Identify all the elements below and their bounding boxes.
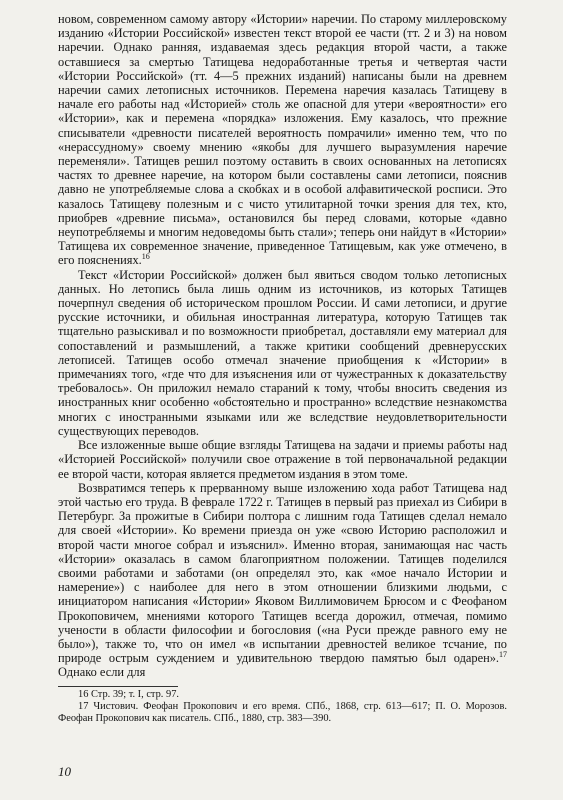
footnote-16: 16 Стр. 39; т. I, стр. 97. xyxy=(78,688,179,700)
paragraph-4-text: Возвратимся теперь к прерванному выше изложению хода работ Татищева над этой частью его труда. В феврале 1722 г. Татищев в первый раз приехал из Сибири в Петербург. За прожитые в Сибири полтора с лишним года Татищев сделал немало для своей «Истории». Ко времени приезда он уже «свою Историю расположил и второй части многое собрал и изъяснил». Именно вторая, занимающая нас часть «Истории» оказалась в самом благоприятном положении. Татищев поделился своими работами и заботами (он определял это, как «мое начало Истории и намерение») с наиболее для него в этом отношении близкими людьми, с инициатором написания «Истории» Яковом Виллимовичем Брюсом и с Феофаном Прокоповичем, мнениями которого Татищев всегда дорожил, отмечая, помимо учености в области философии и богословия («на Руси прежде равного ему не было»), также то, что он имел «в испытании древностей великое тсчание, по природе острым суждением и удивительною твердою памятью был одарен». xyxy=(58,480,507,666)
paragraph-4-tail: Однако если для xyxy=(58,665,146,680)
paragraph-3-text: Все изложенные выше общие взгляды Татищева на задачи и приемы работы над «Историей Российской» получили свое отражение в той первоначальной редакции ее второй части, которая является предметом издания в этом томе. xyxy=(58,438,507,481)
main-text xyxy=(58,12,507,680)
paragraph-1-text: новом, современном самому автору «Истории» наречии. По старому миллеровскому изданию «Истории Российской» известен текст второй ее части (тт. 2 и 3) на новом наречии. Однако ранняя, издаваемая здесь редакция второй части, а также оставшиеся за смертью Татищева недоработанные третья и четвертая части «Истории Российской» (тт. 4—5 прежних изданий) написаны были на древнем наречии самих летописных источников. Перемена наречия казалась Татищеву в начале его работы над «Историей» столь же опасной для утери «вероятности» его «Истории», как и перемена «порядка» изложения. Ему казалось, что прежние списыватели «древности писателей вероятность помрачили» именно тем, что по «нерассудному» своему мнению «якобы для лучшего выразумления наречие переменяли». Татищев решил поэтому оставить в своих основанных на летописях частях то древнее наречие, на котором были составлены сами летописи, пояснив давно не употребляемые слова а скобках и в особой алфавитической росписи. Это казалось Татищеву полезным и с чисто утилитарной точки зрения для тех, кто, приобрев «древние письма», остановился бы перед словами, которые «давно неупотребляемы и многим недоведомы быть стали»; теперь они найдут в «Истории» Татищева их современное значение, приведенное Татищевым, как уже отмечено, в его пояснениях. xyxy=(58,12,507,268)
paragraph-2-text: Текст «Истории Российской» должен был явиться сводом только летописных данных. Но летопись была лишь одним из источников, из которых Татищев почерпнул сведения об историческом прошлом России. И сами летописи, и другие русские источники, и обильная иностранная литература, которую Татищев так тщательно разыскивал и по возможности приобретал, доставляли ему материал для сопоставлений и размышлений, а также критики сообщений древнерусских летописей. Татищев особо отмечал значение приобщения к «Истории» в примечаниях того, «где что для изъяснения или от чужестранных к доказательству требовалось». Он приложил немало стараний к тому, чтобы вносить сведения из иностранных книг особенно «обстоятельно и пространно» вследствие незнакомства многих с иностранными языками или же вследствие неудовлетворительности существующих переводов. xyxy=(58,267,507,438)
footnote-ref-17[interactable]: 17 xyxy=(499,650,507,660)
footnote-ref-16[interactable]: 16 xyxy=(141,252,150,262)
paragraph-1 xyxy=(58,12,507,268)
footnotes xyxy=(58,689,507,726)
footnote-17: 17 Чистович. Феофан Прокопович и его время. СПб., 1868, стр. 613—617; П. О. Морозов. Феофан Прокопович как писатель. СПб., 1880, стр. 383—390. xyxy=(58,700,507,725)
paragraph-4 xyxy=(58,481,507,680)
paragraph-3 xyxy=(58,438,507,481)
paragraph-2 xyxy=(58,268,507,438)
footnote-divider xyxy=(58,686,178,687)
page-number: 10 xyxy=(58,764,71,779)
